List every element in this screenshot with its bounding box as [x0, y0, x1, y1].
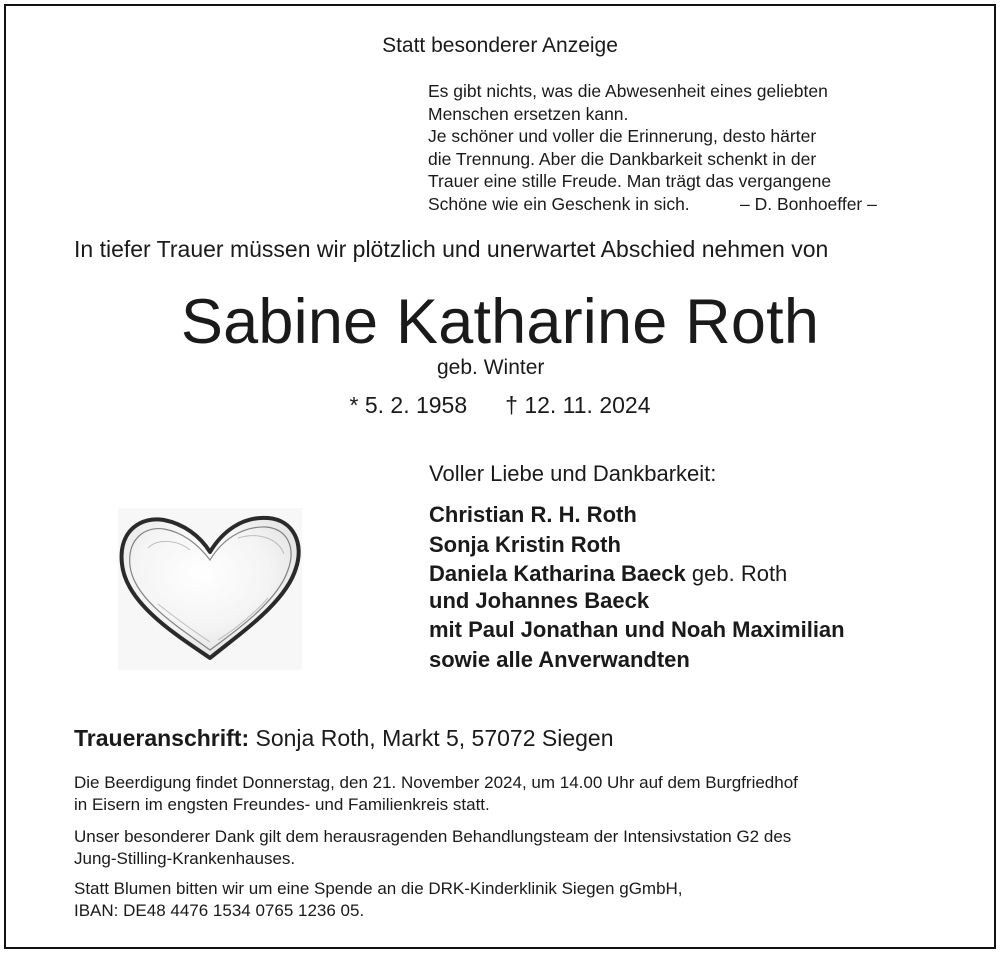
address-value: Sonja Roth, Markt 5, 57072 Siegen [249, 725, 614, 751]
mourning-intro: In tiefer Trauer müssen wir plötzlich und unerwartet Abschied nehmen von [74, 236, 829, 262]
life-dates [0, 392, 1000, 419]
mourners-intro: Voller Liebe und Dankbarkeit: [429, 461, 717, 486]
mourner-maiden: geb. Roth [685, 561, 788, 586]
mourner-name: Sonja Kristin Roth [429, 531, 621, 557]
quote-last-text: Schöne wie ein Geschenk in sich. [428, 193, 690, 214]
thanks-line: Unser besonderer Dank gilt dem herausragenden Behandlungsteam der Intensivstation G2 des [74, 827, 792, 846]
mourner-name: Christian R. H. Roth [429, 502, 637, 527]
deceased-name: Sabine Katharine Roth [180, 287, 820, 357]
bonhoeffer-quote [428, 80, 948, 216]
birth-date: * 5. 2. 1958 [349, 392, 468, 418]
quote-line: Es gibt nichts, was die Abwesenheit eines geliebten [428, 81, 828, 101]
mourning-address [74, 725, 614, 752]
address-label: Traueranschrift: [74, 725, 250, 751]
thanks-notice [74, 826, 954, 869]
quote-line: die Trennung. Aber die Dankbarkeit schenkt in der [428, 148, 817, 169]
mourner-name: Daniela Katharina Baeck [429, 561, 686, 586]
mourner-name: und Johannes Baeck [429, 587, 650, 613]
mourners-list [429, 500, 989, 674]
quote-line-last [428, 193, 948, 216]
funeral-notice [74, 772, 954, 815]
donation-line: Statt Blumen bitten wir um eine Spende an die DRK-Kinderklinik Siegen gGmbH, [74, 879, 683, 898]
mourner-name: sowie alle Anverwandten [429, 646, 690, 672]
heart-icon [118, 508, 302, 670]
mourner-name-line [429, 559, 989, 589]
funeral-line: in Eisern im engsten Freundes- und Familienkreis statt. [74, 794, 490, 814]
death-date: † 12. 11. 2024 [505, 392, 651, 418]
quote-line: Je schöner und voller die Erinnerung, desto härter [428, 126, 817, 147]
thanks-line: Jung-Stilling-Krankenhauses. [74, 848, 296, 868]
maiden-name: geb. Winter [437, 356, 545, 379]
header-notice: Statt besonderer Anzeige [382, 34, 618, 57]
funeral-line: Die Beerdigung findet Donnerstag, den 21. November 2024, um 14.00 Uhr auf dem Burgfriedhof [74, 773, 798, 792]
donation-line: IBAN: DE48 4476 1534 0765 1236 05. [74, 900, 365, 920]
quote-attribution: – D. Bonhoeffer – [740, 193, 877, 214]
donation-notice [74, 878, 954, 921]
mourner-name: mit Paul Jonathan und Noah Maximilian [429, 617, 845, 642]
quote-line: Trauer eine stille Freude. Man trägt das vergangene [428, 171, 832, 192]
quote-line: Menschen ersetzen kann. [428, 103, 629, 124]
